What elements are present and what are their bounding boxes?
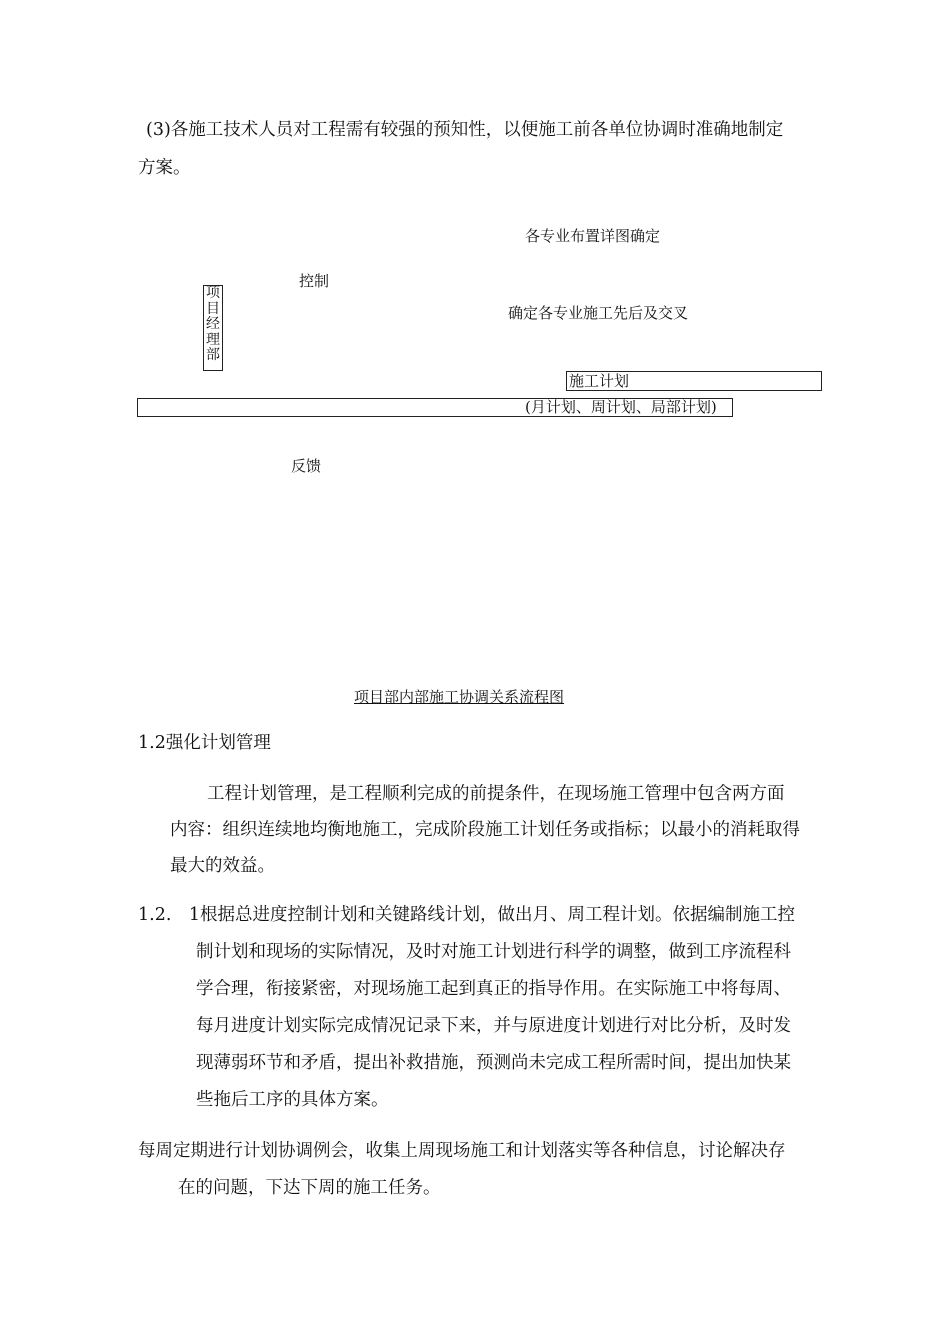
node-plan-sub: (月计划、周计划、局部计划) (525, 398, 717, 416)
para1-line-2: 内容：组织连续地均衡地施工，完成阶段施工计划任务或指标；以最小的消耗取得 (170, 820, 800, 840)
item-line-3: 学合理，衔接紧密，对现场施工起到真正的指导作用。在实际施工中将每周、 (196, 979, 791, 999)
item-line-2: 制计划和现场的实际情况，及时对施工计划进行科学的调整，做到工序流程科 (196, 942, 791, 962)
para2-line-1: 每周定期进行计划协调例会，收集上周现场施工和计划落实等各种信息，讨论解决存 (138, 1141, 786, 1161)
node-detail-design: 各专业布置详图确定 (525, 227, 661, 245)
para1-line-3: 最大的效益。 (170, 856, 275, 876)
section-heading: 1.2强化计划管理 (138, 733, 271, 753)
item-line-1: 根据总进度控制计划和关键路线计划，做出月、周工程计划。依据编制施工控 (200, 905, 795, 925)
diagram-caption: 项目部内部施工协调关系流程图 (354, 688, 565, 706)
item-line-6: 些拖后工序的具体方案。 (196, 1090, 389, 1110)
item-line-5: 现薄弱环节和矛盾，提出补救措施，预测尚未完成工程所需时间，提出加快某 (196, 1053, 791, 1073)
node-project-manager: 项目经理部 (206, 285, 220, 364)
intro-line-1: (3)各施工技术人员对工程需有较强的预知性，以便施工前各单位协调时准确地制定 (146, 120, 784, 140)
node-plan: 施工计划 (569, 372, 630, 390)
intro-line-2: 方案。 (138, 158, 191, 178)
item-number: 1.2. 1 (138, 905, 201, 925)
node-sequence: 确定各专业施工先后及交叉 (508, 304, 689, 322)
para2-line-2: 在的问题，下达下周的施工任务。 (178, 1178, 441, 1198)
label-feedback: 反馈 (291, 457, 322, 475)
item-line-4: 每月进度计划实际完成情况记录下来，并与原进度计划进行对比分析，及时发 (196, 1016, 791, 1036)
label-control: 控制 (299, 272, 330, 290)
para1-line-1: 工程计划管理，是工程顺利完成的前提条件，在现场施工管理中包含两方面 (207, 784, 785, 804)
